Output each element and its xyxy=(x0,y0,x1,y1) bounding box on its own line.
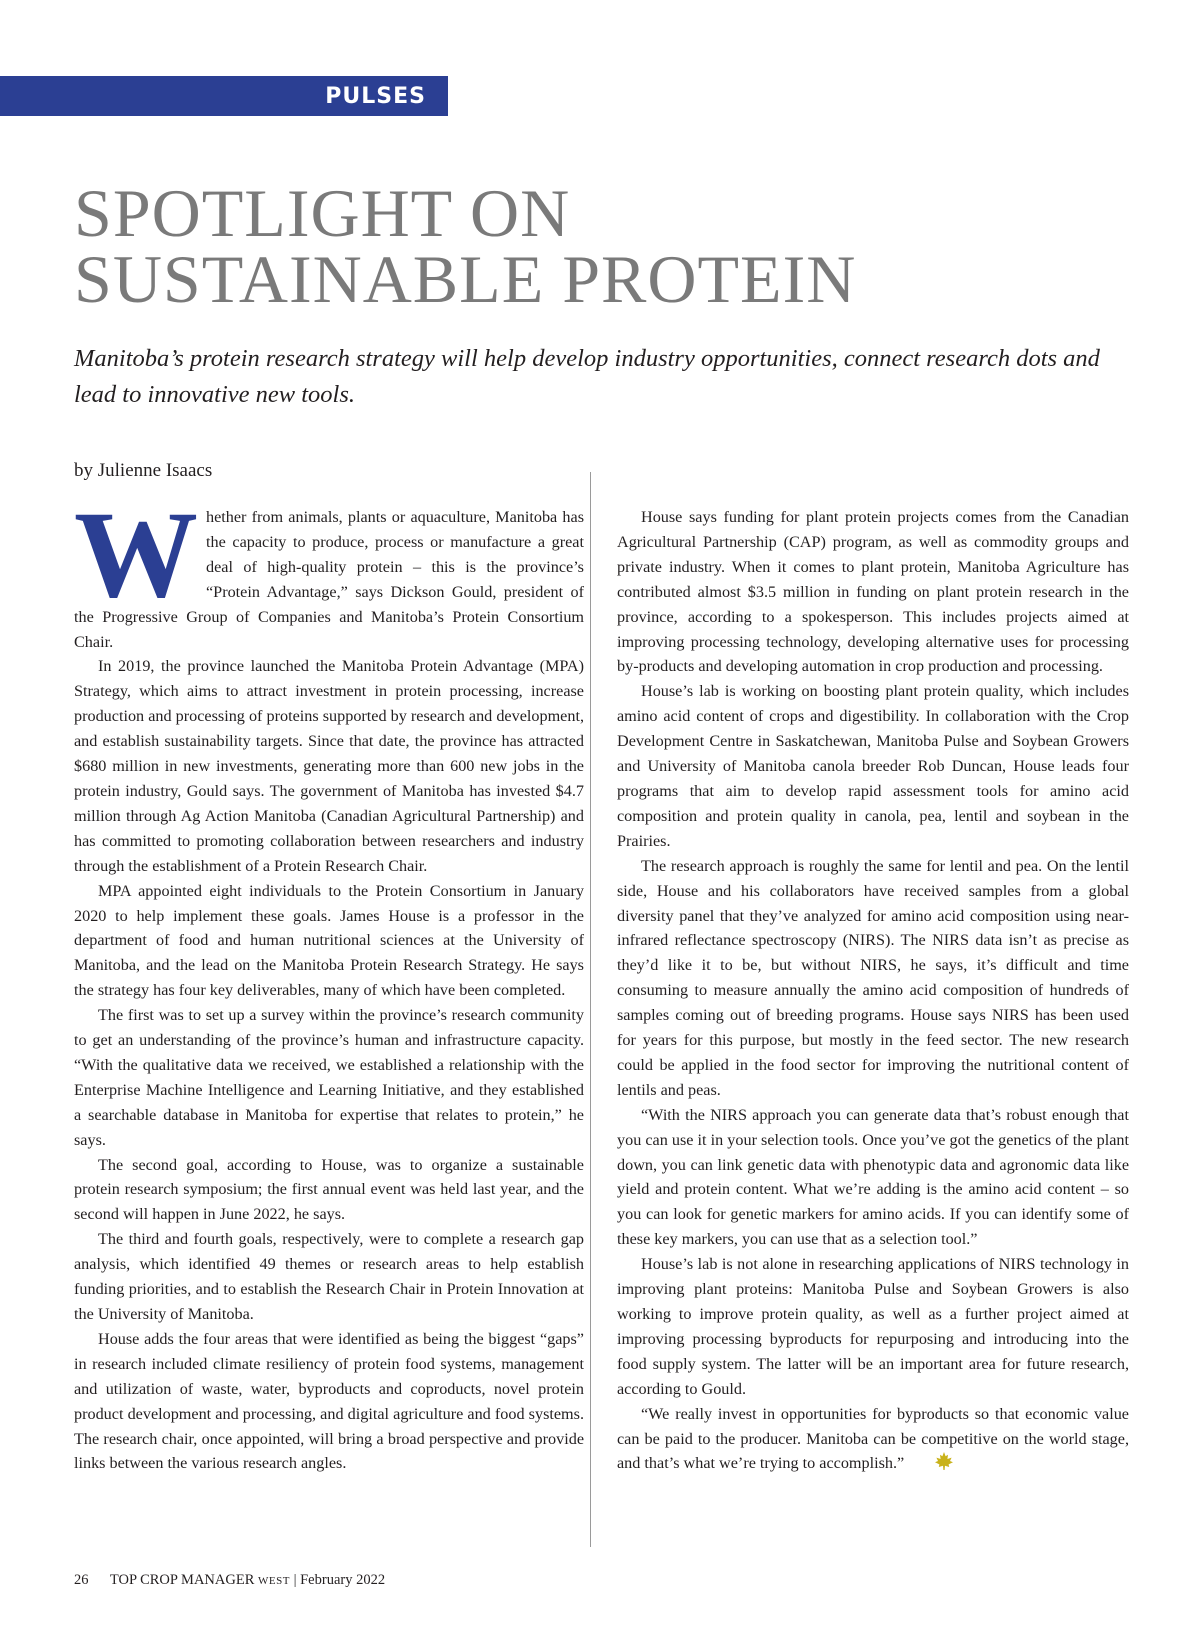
paragraph: The second goal, according to House, was to organize a sustainable protein research symposium; the first annual event was held last year, and the second will happen in June 2022, he says. xyxy=(74,1155,584,1224)
paragraph: House’s lab is working on boosting plant protein quality, which includes amino acid content of crops and digestibility. In collaboration with the Crop Development Centre in Saskatchewan, Manitoba Pulse and Soybean Growers and University of Manitoba canola breeder Rob Duncan, House leads four programs that aim to develop rapid assessment tools for amino acid composition and protein quality in canola, pea, lentil and soybean in the Prairies. xyxy=(617,682,1129,850)
magazine-name: TOP CROP MANAGER xyxy=(109,1572,255,1588)
page-number: 26 xyxy=(74,1572,89,1588)
paragraph: House says funding for plant protein projects comes from the Canadian Agricultural Partnership (CAP) program, as well as commodity groups and private industry. When it comes to plant protein, Manitoba Agriculture has contributed almost $3.5 million in funding on plant protein research in the province, according to a spokesperson. This includes projects aimed at improving processing technology, developing alternative uses for processing by-products and developing automation in crop production and processing. xyxy=(617,508,1129,676)
article-headline xyxy=(74,175,1134,317)
maple-leaf-icon xyxy=(910,1451,954,1479)
page-footer xyxy=(74,1570,385,1591)
article-column-left xyxy=(74,486,584,1476)
issue-date: February 2022 xyxy=(300,1572,386,1588)
paragraph: The third and fourth goals, respectively, were to complete a research gap analysis, which identified 49 themes or research areas to help establish funding priorities, and to establish the Research Chair in Protein Innovation at the University of Manitoba. xyxy=(74,1230,584,1323)
footer-separator: | xyxy=(293,1572,297,1588)
paragraph xyxy=(617,1402,1129,1480)
headline-line-1: SPOTLIGHT ON xyxy=(74,175,571,251)
paragraph: House’s lab is not alone in researching applications of NIRS technology in improving plant proteins: Manitoba Pulse and Soybean Growers is also working to improve protein quality, as well as a further project aimed at improving processing byproducts for repurposing and introducing into the food supply system. The latter will be an important area for future research, according to Gould. xyxy=(617,1255,1129,1398)
paragraph: In 2019, the province launched the Manitoba Protein Advantage (MPA) Strategy, which aims to attract investment in protein processing, increase production and processing of proteins supported by research and development, and establish sustainability targets. Since that date, the province has attracted $680 million in new investments, generating more than 600 new jobs in the protein industry, Gould says. The government of Manitoba has invested $4.7 million through Ag Action Manitoba (Canadian Agricultural Partnership) and has committed to promoting collaboration between researchers and industry through the establishment of a Protein Research Chair. xyxy=(74,657,584,875)
magazine-edition: WEST xyxy=(258,1575,290,1587)
headline-line-2: SUSTAINABLE PROTEIN xyxy=(74,241,857,317)
article-dek: Manitoba’s protein research strategy will help develop industry opportunities, connect research dots and lead to innovative new tools. xyxy=(74,345,1100,408)
paragraph xyxy=(74,486,584,654)
column-divider xyxy=(590,472,591,1547)
paragraph: The research approach is roughly the same for lentil and pea. On the lentil side, House and his collaborators have received samples from a global diversity panel that they’ve analyzed for amino acid composition using near-infrared reflectance spectroscopy (NIRS). The NIRS data isn’t as precise as they’d like it to be, but without NIRS, he says, it’s difficult and time consuming to measure annually the amino acid composition of hundreds of samples coming out of breeding programs. House says NIRS has been used for years for this purpose, but mostly in the feed sector. The new research could be applied in the food sector for improving the nutritional content of lentils and peas. xyxy=(617,856,1129,1099)
section-label xyxy=(0,76,448,116)
paragraph-text: “We really invest in opportunities for byproducts so that economic value can be paid to the producer. Manitoba can be competitive on the world stage, and that’s what we’re trying to accomplish.” xyxy=(617,1404,1129,1473)
drop-cap: W xyxy=(74,486,198,623)
paragraph: MPA appointed eight individuals to the Protein Consortium in January 2020 to help implement these goals. James House is a professor in the department of food and human nutritional sciences at the University of Manitoba, and the lead on the Manitoba Protein Research Strategy. He says the strategy has four key deliverables, many of which have been completed. xyxy=(74,881,584,1000)
article-column-right xyxy=(617,505,1129,1479)
paragraph: The first was to set up a survey within the province’s research community to get an understanding of the province’s human and infrastructure capacity. “With the qualitative data we received, we established a relationship with the Enterprise Machine Intelligence and Learning Initiative, and they established a searchable database in Manitoba for expertise that relates to protein,” he says. xyxy=(74,1006,584,1149)
paragraph: “With the NIRS approach you can generate data that’s robust enough that you can use it in your selection tools. Once you’ve got the genetics of the plant down, you can link genetic data with phenotypic data and agronomic data like yield and protein content. What we’re adding is the amino acid content – so you can look for genetic markers for amino acids. If you can identify some of these key markers, you can use that as a selection tool.” xyxy=(617,1105,1129,1249)
byline: by Julienne Isaacs xyxy=(74,460,213,481)
section-label-text: PULSES xyxy=(325,83,426,109)
paragraph: House adds the four areas that were identified as being the biggest “gaps” in research included climate resiliency of protein food systems, management and utilization of waste, water, byproducts and coproducts, novel protein product development and processing, and digital agriculture and food systems. The research chair, once appointed, will bring a broad perspective and provide links between the various research angles. xyxy=(74,1329,584,1473)
paragraph-text: hether from animals, plants or aquaculture, Manitoba has the capacity to produce, process or manufacture a great deal of high-quality protein – this is the province’s “Protein Advantage,” says Dickson Gould, president of the Progressive Group of Companies and Manitoba’s Protein Consortium Chair. xyxy=(74,508,584,651)
